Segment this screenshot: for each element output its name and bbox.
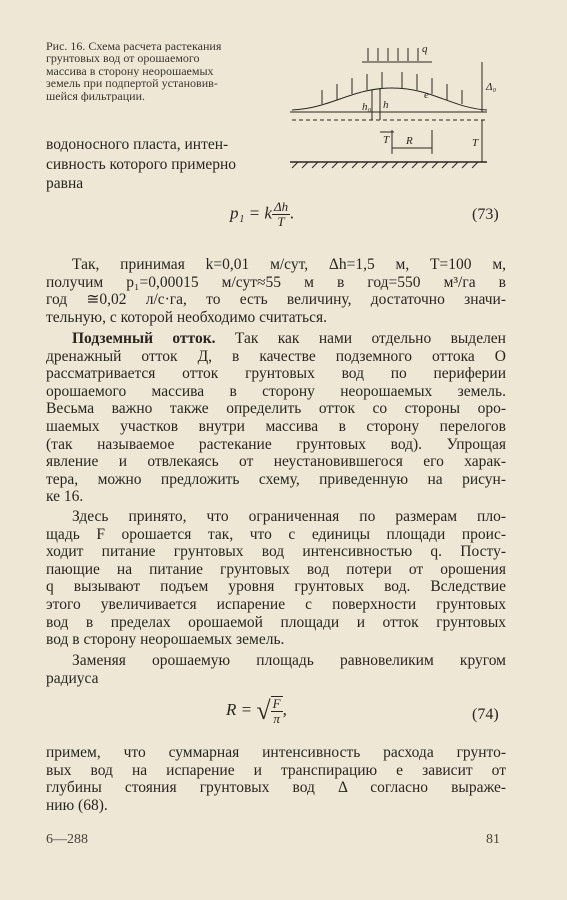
text-line: орошаемого массива в сторону неорошаемых земель. [46, 382, 506, 400]
text-line: равна [46, 175, 84, 192]
text-line: вод в сторону неорошаемых земель. [46, 631, 285, 649]
text-line: получим p₁=0,00015 м/сут≈55 м в год=550 м³/га в [46, 273, 506, 291]
paragraph-4 [46, 652, 506, 687]
sqrt-sign: √ [256, 696, 271, 725]
eq74-tail: , [282, 699, 287, 719]
eq74-numerator: F [272, 696, 281, 711]
text-line: тера, можно предложить схему, приведенную на рисун- [46, 470, 506, 488]
page-number: 81 [486, 832, 500, 847]
text-line: щадь F орошается так, что с единицы площади проис- [46, 525, 506, 543]
figure-caption [46, 40, 278, 102]
text-line: тельную, с которой необходимо считаться. [46, 308, 327, 326]
groundwater-spreading-diagram [282, 34, 512, 180]
t-right-label: T [472, 137, 479, 149]
eq73-tail: . [290, 203, 295, 223]
text-line: рассматривается отток грунтовых вод по периферии [46, 365, 506, 383]
text-line: Заменяя орошаемую площадь равновеликим кругом [72, 652, 506, 669]
text-line: радиуса [46, 669, 99, 687]
eq73-fraction [272, 200, 290, 229]
eq73-lhs: p₁ = k [230, 203, 272, 223]
paragraph-3 [46, 508, 506, 649]
caption-line: массива в сторону неорошаемых [46, 64, 214, 78]
text-line: водоносного пласта, интен- [46, 136, 229, 153]
eq74-lhs: R = [226, 699, 253, 719]
text-line: явление и отвлекаясь от неустановившегося его харак- [46, 453, 506, 471]
text-line: Здесь принято, что ограниченная по размерам пло- [72, 508, 506, 525]
caption-line: шейся фильтрации. [46, 89, 146, 103]
caption-line: грунтовых вод от орошаемого [46, 52, 200, 65]
text-line: (так называемое растекание грунтовых вод). Упрощая [46, 435, 506, 453]
e-label: e [424, 89, 429, 101]
equation-73-number: (73) [472, 206, 499, 223]
h0-label: h₀ [362, 101, 372, 113]
eq73-numerator: Δh [273, 199, 289, 214]
equation-74 [226, 696, 287, 726]
text-line: шаемых участков внутри массива в сторону перелогов [46, 417, 506, 435]
text-line: Весьма важно также определить отток со стороны оро- [46, 400, 506, 418]
t-small-label: T [383, 134, 390, 146]
text-line: Так как нами отдельно выделен [215, 330, 506, 347]
r-label: R [406, 135, 413, 147]
paragraph-2 [46, 330, 506, 506]
q-label: q [422, 43, 428, 55]
eq74-fraction [271, 696, 283, 726]
paragraph-1 [46, 256, 506, 326]
caption-line: Рис. 16. Схема расчета растекания [46, 40, 222, 53]
h-label: h [383, 99, 389, 111]
text-line: дренажный отток Д, в качестве подземного оттока O [46, 347, 506, 365]
text-line: вод в пределах орошаемой площади и отток грунтовых [46, 613, 506, 631]
q-arrows [368, 48, 418, 61]
text-line: примем, что суммарная интенсивность расхода грунто- [46, 744, 506, 761]
printer-signature: 6—288 [46, 832, 88, 847]
text-line: пающие на питание грунтовых вод потери от орошения [46, 560, 506, 578]
eq74-denominator: π [273, 711, 280, 726]
text-line: нию (68). [46, 796, 108, 814]
equation-73 [230, 200, 294, 229]
text-line: q вызывают подъем уровня грунтовых вод. Вследствие [46, 578, 506, 596]
text-line: ке 16. [46, 488, 84, 506]
text-line: Так, принимая k=0,01 м/сут, Δh=1,5 м, T=100 м, [72, 256, 506, 273]
equation-74-number: (74) [472, 706, 499, 723]
caption-line: земель при подпертой установив- [46, 77, 218, 90]
text-line: глубины стояния грунтовых вод Δ согласно выраже- [46, 779, 506, 797]
text-line: год ≅0,02 л/с·га, то есть величину, достаточно значи- [46, 291, 506, 309]
text-line: ходит питание грунтовых вод интенсивностью q. Посту- [46, 543, 506, 561]
section-heading: Подземный отток. [72, 330, 216, 347]
delta0-label: Δ₀ [486, 81, 497, 93]
intro-text [46, 135, 286, 194]
text-line: сивность которого примерно [46, 155, 237, 173]
eq73-denominator: T [277, 214, 285, 229]
text-line: вых вод на испарение и транспирацию e зависит от [46, 761, 506, 779]
paragraph-5 [46, 744, 506, 814]
text-line: этого увеличивается испарение с поверхности грунтовых [46, 595, 506, 613]
